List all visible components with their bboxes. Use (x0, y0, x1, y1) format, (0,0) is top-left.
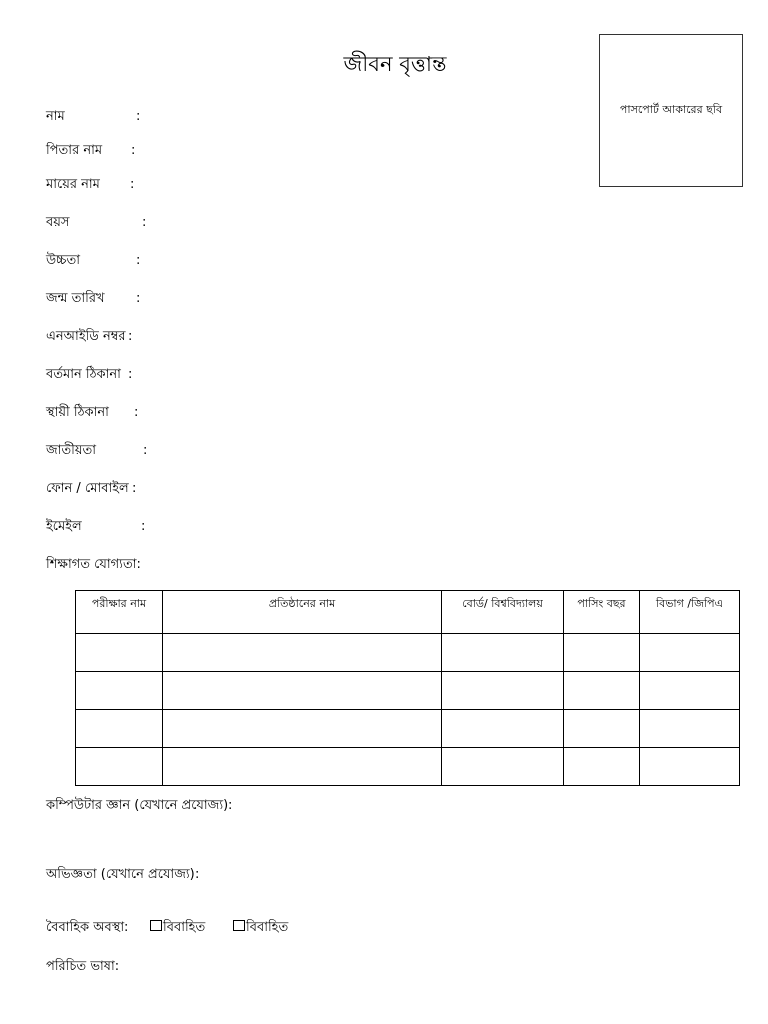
field-label: নাম (46, 109, 65, 124)
field-colon: : (128, 367, 133, 382)
field-label: কম্পিউটার জ্ঞান (যেখানে প্রযোজ্য) (46, 798, 229, 813)
photo-placeholder-label: পাসপোর্ট আকারের ছবি (619, 103, 723, 116)
field-birth-date[interactable] (46, 290, 141, 308)
field-computer-skill[interactable] (46, 797, 233, 815)
field-label: জন্ম তারিখ (46, 291, 105, 306)
field-colon: : (136, 291, 141, 306)
field-colon: : (228, 798, 233, 813)
table-cell[interactable] (640, 634, 740, 672)
field-nid-number[interactable] (46, 328, 133, 346)
field-label: বৈবাহিক অবস্থা (46, 920, 125, 935)
field-label: ফোন / মোবাইল (46, 481, 129, 496)
table-cell[interactable] (564, 748, 640, 786)
field-known-languages[interactable] (46, 958, 119, 976)
field-label: বর্তমান ঠিকানা (46, 367, 121, 382)
education-heading (46, 556, 141, 574)
field-colon: : (136, 253, 141, 268)
marital-option-unmarried[interactable] (233, 919, 288, 937)
field-email[interactable] (46, 518, 146, 536)
table-cell[interactable] (564, 710, 640, 748)
field-label: পিতার নাম (46, 143, 103, 158)
field-colon: : (131, 143, 136, 158)
table-cell[interactable] (564, 634, 640, 672)
field-colon: : (132, 481, 137, 496)
field-colon: : (114, 959, 120, 974)
field-experience[interactable] (46, 866, 200, 884)
field-phone-mobile[interactable] (46, 480, 137, 498)
field-nationality[interactable] (46, 442, 148, 460)
field-colon: : (130, 177, 135, 192)
column-header-board-university: বোর্ড/ বিশ্ববিদ্যালয় (442, 591, 564, 634)
table-cell[interactable] (163, 748, 442, 786)
field-label: এনআইডি নম্বর (46, 329, 126, 344)
unmarried-checkbox[interactable] (233, 920, 245, 931)
education-table (75, 590, 740, 786)
table-cell[interactable] (640, 748, 740, 786)
field-label: পরিচিত ভাষা (46, 959, 115, 974)
field-label: স্থায়ী ঠিকানা (46, 405, 109, 420)
field-age[interactable] (46, 214, 147, 232)
table-cell[interactable] (163, 634, 442, 672)
field-name[interactable] (46, 108, 141, 126)
marital-option-married[interactable] (150, 919, 205, 937)
field-label: জাতীয়তা (46, 443, 97, 458)
table-cell[interactable] (442, 710, 564, 748)
field-label: উচ্চতা (46, 253, 81, 268)
table-row (76, 748, 740, 786)
table-cell[interactable] (163, 710, 442, 748)
table-cell[interactable] (76, 748, 163, 786)
table-cell[interactable] (564, 672, 640, 710)
column-header-institution: প্রতিষ্ঠানের নাম (163, 591, 442, 634)
field-colon: : (128, 329, 133, 344)
table-cell[interactable] (640, 710, 740, 748)
field-marital-status (46, 919, 289, 937)
table-row (76, 634, 740, 672)
table-cell[interactable] (640, 672, 740, 710)
table-cell[interactable] (163, 672, 442, 710)
education-header-row (76, 591, 740, 634)
field-label: ইমেইল (46, 519, 82, 534)
field-permanent-address[interactable] (46, 404, 139, 422)
married-option-label: বিবাহিত (163, 920, 206, 935)
table-row (76, 672, 740, 710)
table-cell[interactable] (76, 634, 163, 672)
table-cell[interactable] (442, 748, 564, 786)
field-colon: : (134, 405, 139, 420)
field-label: অভিজ্ঞতা (যেখানে প্রযোজ্য) (46, 867, 195, 882)
table-cell[interactable] (442, 634, 564, 672)
field-colon: : (136, 109, 141, 124)
table-cell[interactable] (76, 710, 163, 748)
field-colon: : (142, 215, 147, 230)
page-title: জীবন বৃত্তান্ত (343, 52, 447, 76)
table-row (76, 710, 740, 748)
field-mother-name[interactable] (46, 176, 135, 194)
table-cell[interactable] (76, 672, 163, 710)
married-checkbox[interactable] (150, 920, 162, 931)
field-colon: : (124, 920, 129, 935)
field-label: মায়ের নাম (46, 177, 100, 192)
field-colon: : (143, 443, 148, 458)
column-header-passing-year: পাসিং বছর (564, 591, 640, 634)
field-height[interactable] (46, 252, 141, 270)
column-header-exam: পরীক্ষার নাম (76, 591, 163, 634)
unmarried-option-label: বিবাহিত (246, 920, 289, 935)
field-father-name[interactable] (46, 142, 136, 160)
field-colon: : (195, 867, 200, 882)
field-present-address[interactable] (46, 366, 133, 384)
field-label: বয়স (46, 215, 70, 230)
photo-placeholder[interactable] (599, 34, 743, 187)
education-colon: : (136, 557, 141, 572)
field-colon: : (141, 519, 146, 534)
column-header-division-gpa: বিভাগ /জিপিএ (640, 591, 740, 634)
table-cell[interactable] (442, 672, 564, 710)
education-label: শিক্ষাগত যোগ্যতা (46, 557, 137, 572)
